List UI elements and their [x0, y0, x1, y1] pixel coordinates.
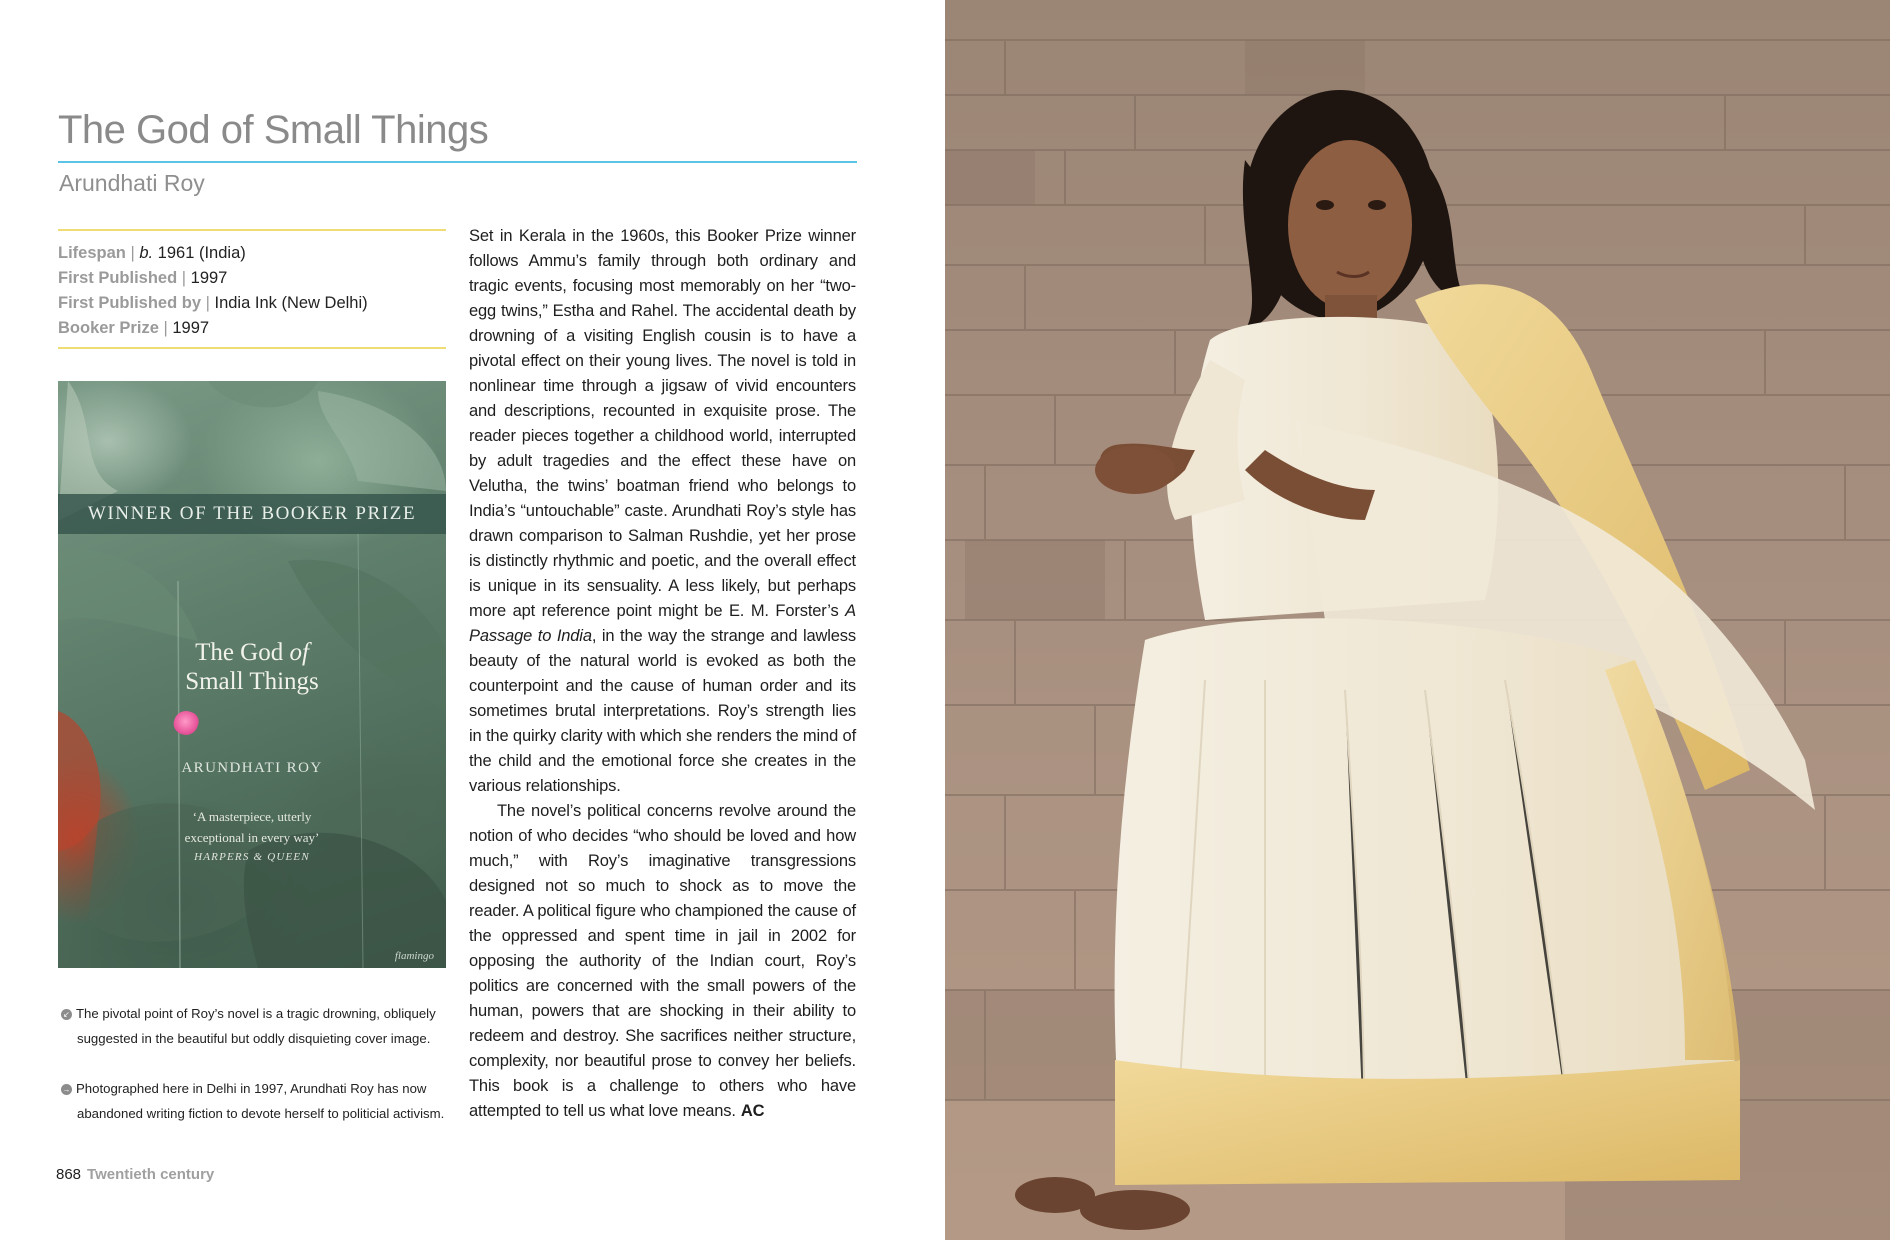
fact-label: First Published by — [58, 294, 202, 312]
fact-box — [58, 229, 446, 349]
body-paragraph: Set in Kerala in the 1960s, this Booker Prize winner follows Ammu’s family through both ordinary and tragic events, focusing most memorably on her “two-egg twins,” Estha and Rahel. The accidental death by drowning of a visiting English cousin is to have a pivotal effect on their young lives. The novel is told in nonlinear time through a jigsaw of vivid encounters and descriptions, recounted in exquisite prose. The reader pieces together a childhood world, interrupted by adult tragedies and the effect these have on Velutha, the twins’ boatman friend who belongs to India’s “untouchable” caste. Arundhati Roy’s style has drawn comparison to Salman Rushdie, yet her prose is distinctly rhythmic and poetic, and the overall effect is unique in its sensuality. A less likely, but perhaps more apt reference point might be E. M. Forster’s A Passage to India, in the way the strange and lawless beauty of the natural world is evoked as both the counterpoint and the cause of human order and its sometimes brutal interpretations. Roy’s strength lies in the quirky clarity with which she renders the mind of the child and the emotional force she creates in the various relationships. — [469, 227, 856, 795]
fact-label: First Published — [58, 269, 178, 287]
body-paragraph: The novel’s political concerns revolve around the notion of who decides “who should be loved and how much,” with Roy’s imaginative transgressions designed not so much to shock as to move the reader. A political figure who championed the cause of the oppressed and spent time in jail in 2002 for opposing the authority of the Indian court, Roy’s politics are concerned with the small powers of the human, powers that are shocking in their ability to redeem and destroy. She sacrifices neither structure, complexity, nor beautiful prose to convey her beliefs. This book is a challenge to others who have attempted to tell us what love means. AC — [469, 802, 856, 1120]
cover-title: The God of Small Things — [185, 639, 319, 695]
cover-author: ARUNDHATI ROY — [181, 760, 323, 776]
fact-first-published-by: First Published by | India Ink (New Delhi) — [58, 294, 368, 312]
cover-quote: ‘A masterpiece, utterly exceptional in every way’ — [184, 809, 320, 845]
fact-prefix: b. — [139, 244, 154, 262]
author-name: Arundhati Roy — [59, 170, 205, 196]
article-body — [469, 224, 856, 1124]
fact-lifespan: Lifespan | b. 1961 (India) — [58, 244, 246, 262]
book-cover-image — [58, 381, 446, 968]
fact-value: 1997 — [190, 269, 228, 287]
fact-label: Booker Prize — [58, 319, 159, 337]
fact-label: Lifespan — [58, 244, 126, 262]
cover-caption: ↙ The pivotal point of Roy’s novel is a tragic drowning, obliquely suggested in the beautiful but oddly disquieting cover image. — [58, 1001, 458, 1051]
page-number: 868 — [56, 1166, 82, 1183]
arrow-down-left-icon: ↙ — [61, 1009, 72, 1020]
arrow-right-icon: → — [62, 1085, 71, 1094]
author-photo — [945, 0, 1890, 1240]
cover-quote-source: HARPERS & QUEEN — [194, 851, 310, 863]
photo-caption: → Photographed here in Delhi in 1997, Arundhati Roy has now abandoned writing fiction to devote herself to politicial activism. — [62, 1081, 445, 1121]
photo-illustration — [945, 0, 1890, 1240]
cover-publisher: flamingo — [394, 950, 434, 962]
fact-booker-prize: Booker Prize | 1997 — [58, 319, 210, 337]
fact-value: 1961 (India) — [153, 244, 246, 262]
page-footer — [56, 1166, 214, 1183]
fact-value: India Ink (New Delhi) — [214, 294, 368, 312]
section-name: Twentieth century — [87, 1166, 215, 1183]
fact-first-published: First Published | 1997 — [58, 269, 228, 287]
cover-banner: WINNER OF THE BOOKER PRIZE — [58, 494, 446, 534]
fact-value: 1997 — [172, 319, 210, 337]
title-rule — [58, 161, 857, 163]
author-initials: AC — [740, 1102, 765, 1120]
page-title: The God of Small Things — [58, 108, 489, 152]
